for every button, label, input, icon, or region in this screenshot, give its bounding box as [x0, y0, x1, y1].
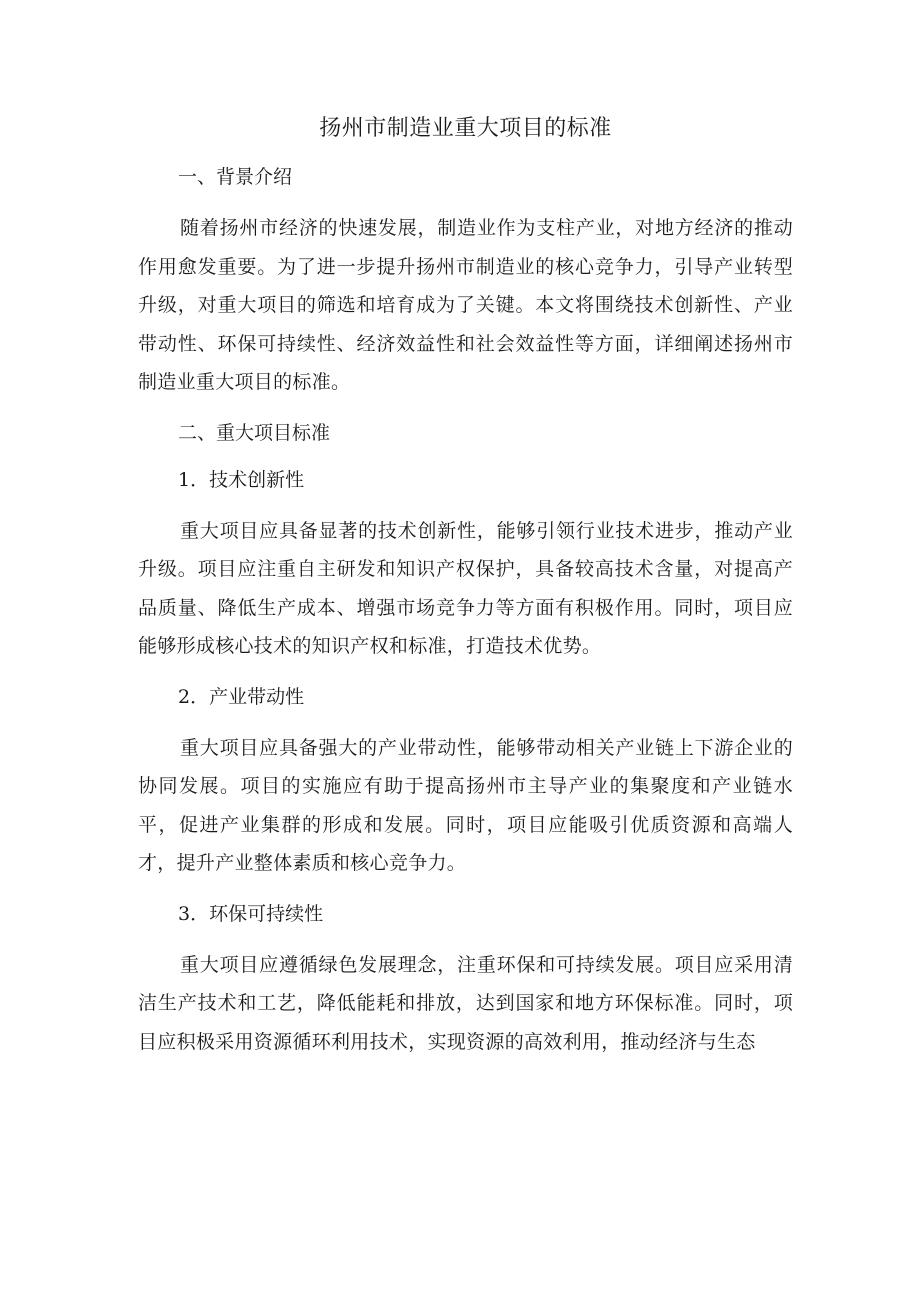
document-page [138, 112, 793, 1077]
paragraph-background: 随着扬州市经济的快速发展，制造业作为支柱产业，对地方经济的推动作用愈发重要。为了进一步提升扬州市制造业的核心竞争力，引导产业转型升级，对重大项目的筛选和培育成为了关键。本文将围绕技术创新性、产业带动性、环保可持续性、经济效益性和社会效益性等方面，详细阐述扬州市制造业重大项目的标准。 [138, 217, 793, 393]
paragraph-tech-innovation: 重大项目应具备显著的技术创新性，能够引领行业技术进步，推动产业升级。项目应注重自主研发和知识产权保护，具备较高技术含量，对提高产品质量、降低生产成本、增强市场竞争力等方面有积极作用。同时，项目应能够形成核心技术的知识产权和标准，打造技术优势。 [138, 519, 793, 657]
document-title: 扬州市制造业重大项目的标准 [319, 116, 612, 141]
subheading-industry-driving: 2．产业带动性 [178, 685, 305, 708]
subheading-tech-innovation: 1．技术创新性 [178, 468, 305, 491]
section-heading-standards: 二、重大项目标准 [178, 421, 331, 444]
paragraph-environmental-sustainability: 重大项目应遵循绿色发展理念，注重环保和可持续发展。项目应采用清洁生产技术和工艺，降低能耗和排放，达到国家和地方环保标准。同时，项目应积极采用资源循环利用技术，实现资源的高效利用，推动经济与生态 [138, 953, 793, 1053]
section-heading-background: 一、背景介绍 [178, 166, 293, 188]
subheading-environmental-sustainability: 3．环保可持续性 [178, 902, 324, 925]
paragraph-industry-driving: 重大项目应具备强大的产业带动性，能够带动相关产业链上下游企业的协同发展。项目的实施应有助于提高扬州市主导产业的集聚度和产业链水平，促进产业集群的形成和发展。同时，项目应能吸引优质资源和高端人才，提升产业整体素质和核心竞争力。 [138, 736, 793, 874]
